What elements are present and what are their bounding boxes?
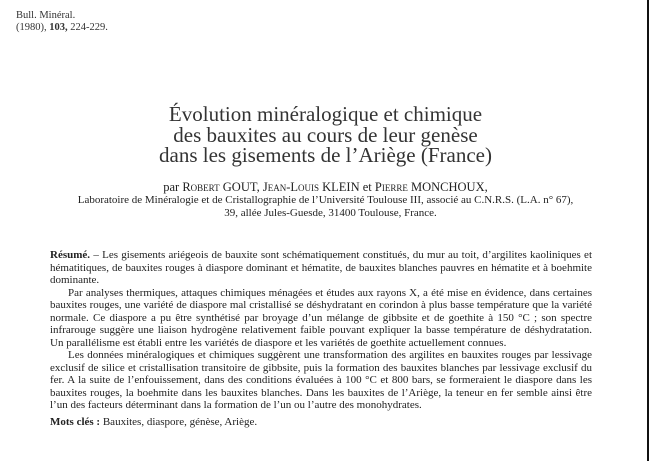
author-end-punct: , [484,180,488,194]
keywords-text: Bauxites, diaspore, génèse, Ariège. [100,415,258,428]
abstract-p1-text: – Les gisements ariégeois de bauxite sont schématiquement constitués, du mur au toit, d’argilites kaoliniques et hématitiques, de bauxites rouges à diaspore dominant et hématite, de bauxites blanches pauvres en hématite et à boehmite dominante. [50,249,592,286]
author-1-last: GOUT [222,180,257,194]
journal-citation [16,22,108,34]
page-edge-line [647,0,649,461]
keywords-label: Mots clés : [50,415,101,428]
abstract-paragraph-2: Par analyses thermiques, attaques chimiques ménagées et études aux rayons X, a été mise en évidence, dans certaines bauxites rouges, une variété de diaspore mal cristallisé se déshydratant en corindon à plus basse température que la variété normale. Ce diaspore a pu être synthétisé par broyage d’un mélange de gibbsite et de goethite à 150 °C ; son spectre infrarouge suggère une liaison hydrogène relativement faible pouvant expliquer la basse température de déshydratation. Un parallélisme est établi entre les variétés de diaspore et les variétés de goethite actuellement connues. [50,286,592,349]
author-separator: , [256,180,260,194]
abstract-paragraph-1 [50,249,592,287]
keywords [50,416,592,429]
abstract-paragraph-3: Les données minéralogiques et chimiques suggèrent une transformation des argilites en bauxites rouges par lessivage exclusif de silice et cristallisation transitoire de gibbsite, puis la formation des bauxites blanches par lessivage exclusif du fer. A la suite de l’enfouissement, dans des conditions évaluées à 100 °C et 800 bars, se formeraient le diaspore dans les bauxites rouges, la boehmite dans les bauxites blanches. Dans les bauxites de l’Ariège, la teneur en fer semble ainsi être l’un des facteurs déterminant dans la formation de l’un ou l’autre des monohydrates. [50,349,592,411]
author-3-first: Pierre [374,180,408,194]
abstract [50,249,592,428]
author-prefix: par [163,180,180,194]
journal-volume: 103, [49,22,68,33]
journal-year: (1980), [16,22,47,33]
author-2-first: Jean-Louis [262,180,319,194]
paper-title [0,104,651,166]
title-line-3: dans les gisements de l’Ariège (France) [159,143,492,167]
title-line-1: Évolution minéralogique et chimique [168,102,483,126]
abstract-label: Résumé. [50,249,91,261]
affiliation-line-2: 39, allée Jules-Guesde, 31400 Toulouse, France. [224,206,437,219]
journal-reference [16,10,108,34]
author-1-first: Robert [182,180,220,194]
author-3-last: MONCHOUX [410,180,485,194]
author-2-last: KLEIN [322,180,360,194]
affiliation [0,194,651,219]
author-line [0,180,651,194]
journal-name: Bull. Minéral. [16,10,76,21]
title-line-2: des bauxites au cours de leur genèse [173,122,478,147]
journal-pages: 224-229. [70,22,108,33]
affiliation-line-1: Laboratoire de Minéralogie et de Cristallographie de l’Université Toulouse III, associé au C.N.R.S. (L.A. n° 67), [77,194,574,206]
author-conjunction: et [362,180,372,194]
